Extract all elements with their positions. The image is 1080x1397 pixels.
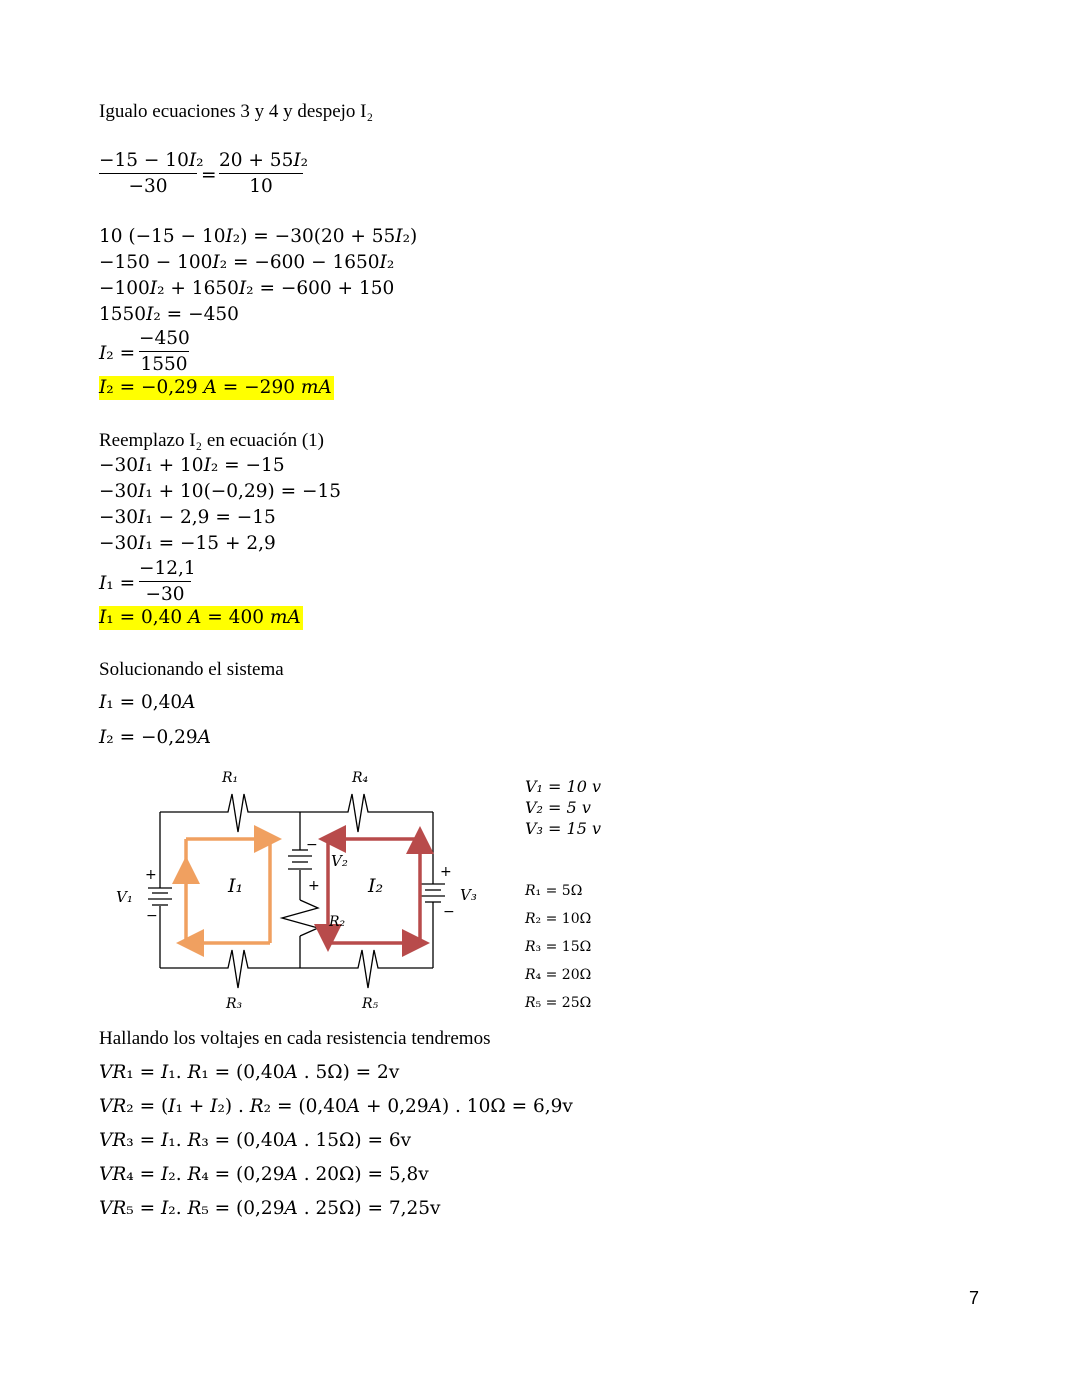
i2-result bbox=[99, 377, 334, 398]
step-a-1: 10 (−15 − 10𝐼₂) = −30(20 + 55𝐼₂) bbox=[99, 226, 418, 247]
i2-denominator: 1550 bbox=[140, 354, 188, 375]
circuit-diagram bbox=[100, 760, 520, 1020]
voltage-values bbox=[525, 776, 601, 839]
v3-minus: − bbox=[443, 904, 455, 920]
label-r5: 𝑅₅ bbox=[362, 996, 379, 1012]
vr3-line: 𝑉𝑅₃ = 𝐼₁. 𝑅₃ = (0,40𝐴 . 15Ω) = 6v bbox=[99, 1130, 412, 1151]
label-r3: 𝑅₃ bbox=[226, 996, 243, 1012]
vr2-line: 𝑉𝑅₂ = (𝐼₁ + 𝐼₂) . 𝑅₂ = (0,40𝐴 + 0,29𝐴) . 10Ω = 6,9v bbox=[99, 1096, 573, 1117]
resistor-r2 bbox=[282, 900, 318, 936]
label-r4: 𝑅₄ bbox=[352, 770, 369, 786]
battery-v3 bbox=[421, 884, 445, 902]
v2-minus: − bbox=[306, 837, 318, 853]
i1-numerator: −12,1 bbox=[139, 558, 196, 579]
step-b-4: −30𝐼₁ = −15 + 2,9 bbox=[99, 533, 276, 554]
fraction-bar bbox=[139, 351, 189, 352]
circuit-wires bbox=[160, 794, 433, 988]
eq-equals: = bbox=[201, 165, 217, 186]
solution-i2: 𝐼₂ = −0,29𝐴 bbox=[99, 727, 212, 748]
eq-left-numerator: −15 − 10𝐼₂ bbox=[99, 150, 204, 171]
step-b-3: −30𝐼₁ − 2,9 = −15 bbox=[99, 507, 276, 528]
value-r3: 𝑅₃ = 15Ω bbox=[525, 939, 592, 955]
value-r1: 𝑅₁ = 5Ω bbox=[525, 883, 583, 899]
i2-result-highlight: 𝐼₂ = −0,29 𝐴 = −290 𝑚𝐴 bbox=[99, 377, 332, 398]
eq-left-fraction bbox=[99, 150, 204, 197]
i2-lhs: 𝐼₂ = bbox=[99, 343, 136, 364]
value-r4: 𝑅₄ = 20Ω bbox=[525, 967, 592, 983]
value-v2: 𝑉₂ = 5 𝑣 bbox=[525, 798, 591, 817]
label-r1: 𝑅₁ bbox=[222, 770, 239, 786]
label-i1: 𝐼₁ bbox=[228, 875, 244, 897]
label-r2: 𝑅₂ bbox=[329, 914, 346, 930]
eq-right-numerator: 20 + 55𝐼₂ bbox=[219, 150, 309, 171]
battery-v1 bbox=[148, 888, 172, 905]
eq-right-fraction bbox=[219, 150, 309, 197]
fraction-bar bbox=[99, 173, 197, 174]
step-b-1: −30𝐼₁ + 10𝐼₂ = −15 bbox=[99, 455, 285, 476]
wire-top bbox=[160, 794, 433, 832]
fraction-bar bbox=[219, 173, 303, 174]
i1-denominator: −30 bbox=[145, 584, 185, 605]
eq-right-denominator: 10 bbox=[249, 176, 273, 197]
vr5-line: 𝑉𝑅₅ = 𝐼₂. 𝑅₅ = (0,29𝐴 . 25Ω) = 7,25v bbox=[99, 1198, 441, 1219]
label-v1: 𝑉₁ bbox=[116, 888, 133, 906]
i2-fraction bbox=[139, 328, 189, 375]
v2-plus: + bbox=[308, 878, 320, 894]
replace-text: Reemplazo I₂ en ecuación (1) bbox=[99, 430, 325, 451]
value-r2: 𝑅₂ = 10Ω bbox=[525, 911, 592, 927]
intro-text: Igualo ecuaciones 3 y 4 y despejo I₂ bbox=[99, 101, 374, 122]
step-a-2: −150 − 100𝐼₂ = −600 − 1650𝐼₂ bbox=[99, 252, 395, 273]
i1-lhs: 𝐼₁ = bbox=[99, 573, 136, 594]
value-v1: 𝑉₁ = 10 𝑣 bbox=[525, 777, 602, 796]
i1-result-highlight: 𝐼₁ = 0,40 𝐴 = 400 𝑚𝐴 bbox=[99, 607, 301, 628]
value-v3: 𝑉₃ = 15 𝑣 bbox=[525, 819, 602, 838]
v3-plus: + bbox=[440, 864, 452, 880]
v1-plus: + bbox=[145, 867, 157, 883]
vr4-line: 𝑉𝑅₄ = 𝐼₂. 𝑅₄ = (0,29𝐴 . 20Ω) = 5,8v bbox=[99, 1164, 429, 1185]
step-b-2: −30𝐼₁ + 10(−0,29) = −15 bbox=[99, 481, 341, 502]
value-r5: 𝑅₅ = 25Ω bbox=[525, 995, 592, 1011]
vr1-line: 𝑉𝑅₁ = 𝐼₁. 𝑅₁ = (0,40𝐴 . 5Ω) = 2v bbox=[99, 1062, 400, 1083]
i1-fraction bbox=[139, 558, 196, 605]
step-a-4: 1550𝐼₂ = −450 bbox=[99, 304, 239, 325]
wire-bottom bbox=[160, 950, 433, 988]
page-number: 7 bbox=[969, 1288, 980, 1308]
label-i2: 𝐼₂ bbox=[368, 875, 384, 897]
resistance-values bbox=[525, 877, 591, 1017]
label-v3: 𝑉₃ bbox=[460, 886, 477, 904]
label-v2: 𝑉₂ bbox=[331, 852, 348, 870]
step-a-3: −100𝐼₂ + 1650𝐼₂ = −600 + 150 bbox=[99, 278, 395, 299]
i1-result bbox=[99, 607, 303, 628]
i2-numerator: −450 bbox=[139, 328, 190, 349]
eq-left-denominator: −30 bbox=[128, 176, 168, 197]
v1-minus: − bbox=[146, 908, 158, 924]
solving-text: Solucionando el sistema bbox=[99, 659, 284, 680]
fraction-bar bbox=[139, 581, 191, 582]
solution-i1: 𝐼₁ = 0,40𝐴 bbox=[99, 692, 196, 713]
voltages-text: Hallando los voltajes en cada resistencia tendremos bbox=[99, 1028, 491, 1049]
